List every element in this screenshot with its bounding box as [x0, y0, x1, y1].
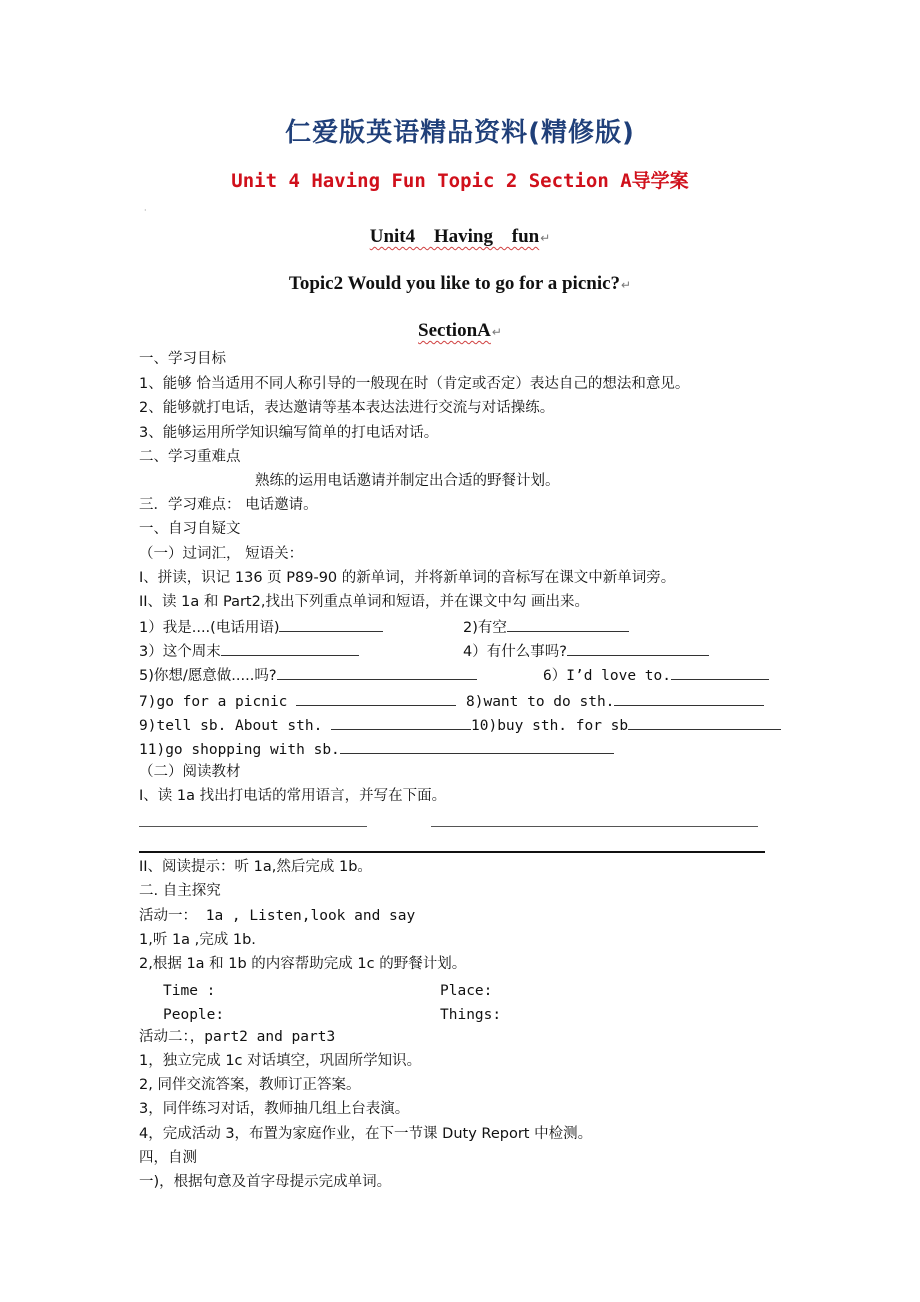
phrase-label: 1）我是....(电话用语)	[139, 620, 280, 636]
lesson-subtitle	[0, 166, 920, 193]
phrase-label: 5)你想/愿意做.....吗?	[139, 668, 277, 684]
answer-line[interactable]	[431, 826, 758, 827]
vocab-step-2: II、读 1a 和 Part2,找出下列重点单词和短语，并在课文中勾 画出来。	[139, 594, 590, 610]
phrase-item	[463, 640, 709, 662]
answer-blank[interactable]	[279, 616, 383, 632]
activity-2-item: 4，完成活动 3，布置为家庭作业，在下一节课 Duty Report 中检测。	[139, 1126, 593, 1142]
answer-blank[interactable]	[340, 738, 614, 754]
plan-time-label: Time :	[163, 983, 216, 999]
answer-blank[interactable]	[671, 664, 769, 680]
section-heading	[0, 320, 920, 342]
key-points-title: 二、学习重难点	[139, 449, 241, 465]
phrase-label: 8)want to do sth.	[466, 694, 615, 710]
answer-blank[interactable]	[614, 690, 764, 706]
vocab-title: （一）过词汇， 短语关：	[139, 546, 304, 562]
activity-1-item: 2,根据 1a 和 1b 的内容帮助完成 1c 的野餐计划。	[139, 956, 467, 972]
plan-people-label: People:	[163, 1007, 225, 1023]
phrase-item	[139, 664, 477, 686]
phrase-item	[139, 714, 471, 736]
phrase-item	[466, 690, 764, 712]
answer-line[interactable]	[139, 826, 367, 827]
activity-2-item: 1，独立完成 1c 对话填空，巩固所学知识。	[139, 1053, 422, 1069]
answer-blank[interactable]	[221, 640, 359, 656]
answer-blank[interactable]	[567, 640, 709, 656]
topic-heading	[0, 273, 920, 295]
answer-blank[interactable]	[296, 690, 456, 706]
answer-blank[interactable]	[507, 616, 629, 632]
phrase-label: 7)go for a picnic	[139, 694, 288, 710]
section-divider	[139, 851, 765, 853]
section-heading-text: SectionA	[418, 320, 491, 341]
phrase-item	[139, 616, 383, 638]
answer-blank[interactable]	[628, 714, 781, 730]
reading-step-2: II、阅读提示：听 1a,然后完成 1b。	[139, 859, 372, 875]
unit-heading-text: Unit4 Having fun	[369, 226, 540, 247]
phrase-item	[463, 616, 629, 638]
self-test-title: 四，自测	[139, 1150, 197, 1166]
return-mark-icon: ↵	[491, 325, 502, 339]
objective-item: 3、能够运用所学知识编写简单的打电话对话。	[139, 425, 439, 441]
objective-item: 2、能够就打电话，表达邀请等基本表达法进行交流与对话操练。	[139, 400, 555, 416]
vocab-step-1: I、拼读，识记 136 页 P89-90 的新单词，并将新单词的音标写在课文中新单词旁。	[139, 570, 676, 586]
explore-title: 二. 自主探究	[139, 883, 221, 899]
unit-heading	[0, 226, 920, 248]
return-mark-icon: ↵	[540, 231, 551, 245]
phrase-label: 9)tell sb. About sth.	[139, 718, 323, 734]
brand-title: 仁爱版英语精品资料(精修版)	[285, 118, 635, 148]
phrase-item	[139, 690, 456, 712]
subtitle-english: Unit 4 Having Fun Topic 2 Section A	[231, 170, 632, 192]
phrase-label: 11)go shopping with sb.	[139, 742, 340, 758]
stray-dot: ·	[144, 206, 147, 215]
answer-blank[interactable]	[331, 714, 471, 730]
phrase-label: 2)有空	[463, 620, 507, 636]
phrase-label: 6）I’d love to.	[543, 668, 671, 684]
subtitle-chinese: 导学案	[631, 170, 689, 192]
key-points-text: 熟练的运用电话邀请并制定出合适的野餐计划。	[255, 473, 560, 489]
activity-2-item: 3，同伴练习对话，教师抽几组上台表演。	[139, 1101, 410, 1117]
phrase-item	[471, 714, 781, 736]
activity-2-title: 活动二：，part2 and part3	[139, 1029, 336, 1045]
objectives-title: 一、学习目标	[139, 351, 226, 367]
objective-item: 1、能够 恰当适用不同人称引导的一般现在时（肯定或否定）表达自己的想法和意见。	[139, 376, 690, 392]
reading-title: （二）阅读教材	[139, 764, 241, 780]
phrase-item	[543, 664, 769, 686]
self-test-instruction: 一)，根据句意及首字母提示完成单词。	[139, 1174, 392, 1190]
difficulty-text: 三．学习难点： 电话邀请。	[139, 497, 318, 513]
topic-heading-text: Topic2 Would you like to go for a picnic?	[288, 273, 621, 294]
activity-1-item: 1,听 1a ,完成 1b.	[139, 932, 256, 948]
activity-1-title: 活动一： 1a , Listen,look and say	[139, 908, 416, 924]
phrase-item	[139, 738, 614, 760]
return-mark-icon: ↵	[621, 278, 632, 292]
phrase-label: 10)buy sth. for sb	[471, 718, 629, 734]
answer-blank[interactable]	[277, 664, 477, 680]
self-study-title: 一、自习自疑文	[139, 521, 241, 537]
reading-step-1: I、读 1a 找出打电话的常用语言，并写在下面。	[139, 788, 447, 804]
phrase-label: 3）这个周末	[139, 644, 221, 660]
plan-place-label: Place:	[440, 983, 493, 999]
phrase-label: 4）有什么事吗?	[463, 644, 567, 660]
plan-things-label: Things:	[440, 1007, 502, 1023]
phrase-item	[139, 640, 359, 662]
activity-2-item: 2, 同伴交流答案，教师订正答案。	[139, 1077, 361, 1093]
